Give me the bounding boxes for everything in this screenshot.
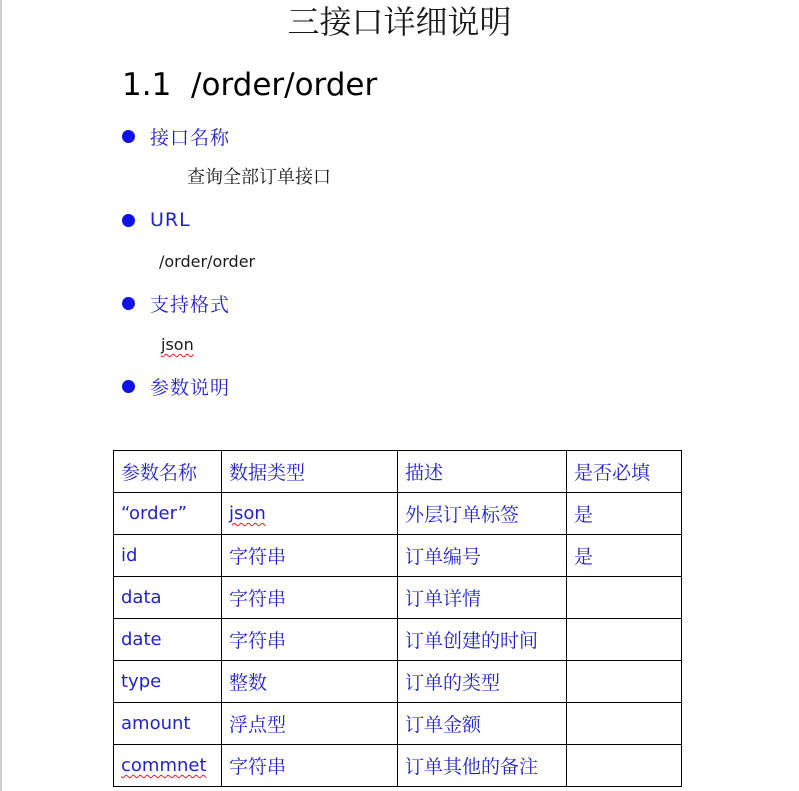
interface-name-value: 查询全部订单接口	[187, 167, 331, 188]
table-row	[114, 577, 682, 619]
table-row	[114, 493, 682, 535]
bullet-url	[122, 205, 191, 235]
document-title: 三接口详细说明	[287, 3, 512, 41]
param-desc-cell: 外层订单标签	[398, 493, 567, 535]
param-type-cell: 整数	[222, 661, 398, 703]
section-heading	[122, 64, 377, 106]
bullet-label: URL	[150, 209, 191, 231]
param-desc-cell: 订单详情	[398, 577, 567, 619]
bullet-interface-name	[122, 121, 230, 151]
header-cell: 是否必填	[567, 451, 682, 493]
param-desc-cell: 订单编号	[398, 535, 567, 577]
format-value: json	[161, 335, 194, 354]
bullet-dot-icon	[122, 380, 135, 393]
param-type-cell: 字符串	[222, 619, 398, 661]
param-desc-cell: 订单的类型	[398, 661, 567, 703]
param-required-cell	[567, 703, 682, 745]
param-name-cell: data	[114, 577, 222, 619]
table-header-row	[114, 451, 682, 493]
param-type-cell: 字符串	[222, 577, 398, 619]
param-required-cell: 是	[567, 535, 682, 577]
param-type-cell: 浮点型	[222, 703, 398, 745]
param-required-cell	[567, 619, 682, 661]
param-name-cell: date	[114, 619, 222, 661]
table-row	[114, 661, 682, 703]
table-row	[114, 535, 682, 577]
header-cell: 参数名称	[114, 451, 222, 493]
param-name-cell: amount	[114, 703, 222, 745]
section-path: /order/order	[191, 67, 378, 103]
param-name-cell	[114, 745, 222, 787]
bullet-dot-icon	[122, 214, 135, 227]
bullet-label: 参数说明	[150, 376, 231, 399]
bullet-label: 接口名称	[150, 126, 231, 149]
param-required-cell	[567, 745, 682, 787]
format-value-wrap	[161, 332, 194, 358]
param-type-cell	[222, 493, 398, 535]
param-name-cell: type	[114, 661, 222, 703]
param-name-text: commnet	[121, 755, 207, 776]
bullet-format	[122, 288, 230, 318]
param-type-cell: 字符串	[222, 535, 398, 577]
bullet-params	[122, 371, 230, 401]
header-cell: 描述	[398, 451, 567, 493]
param-required-cell	[567, 577, 682, 619]
param-type-text: json	[229, 503, 266, 524]
param-desc-cell: 订单金额	[398, 703, 567, 745]
param-required-cell	[567, 661, 682, 703]
bullet-dot-icon	[122, 297, 135, 310]
param-type-cell: 字符串	[222, 745, 398, 787]
param-name-cell: “order”	[114, 493, 222, 535]
table-row	[114, 619, 682, 661]
page-edge	[0, 0, 2, 791]
param-desc-cell: 订单创建的时间	[398, 619, 567, 661]
bullet-label: 支持格式	[150, 293, 231, 316]
param-desc-cell: 订单其他的备注	[398, 745, 567, 787]
param-table	[113, 450, 682, 787]
section-number: 1.1	[122, 67, 172, 103]
header-cell: 数据类型	[222, 451, 398, 493]
bullet-dot-icon	[122, 130, 135, 143]
url-value: /order/order	[159, 252, 256, 271]
param-name-cell: id	[114, 535, 222, 577]
table-row	[114, 703, 682, 745]
table-row	[114, 745, 682, 787]
param-required-cell: 是	[567, 493, 682, 535]
